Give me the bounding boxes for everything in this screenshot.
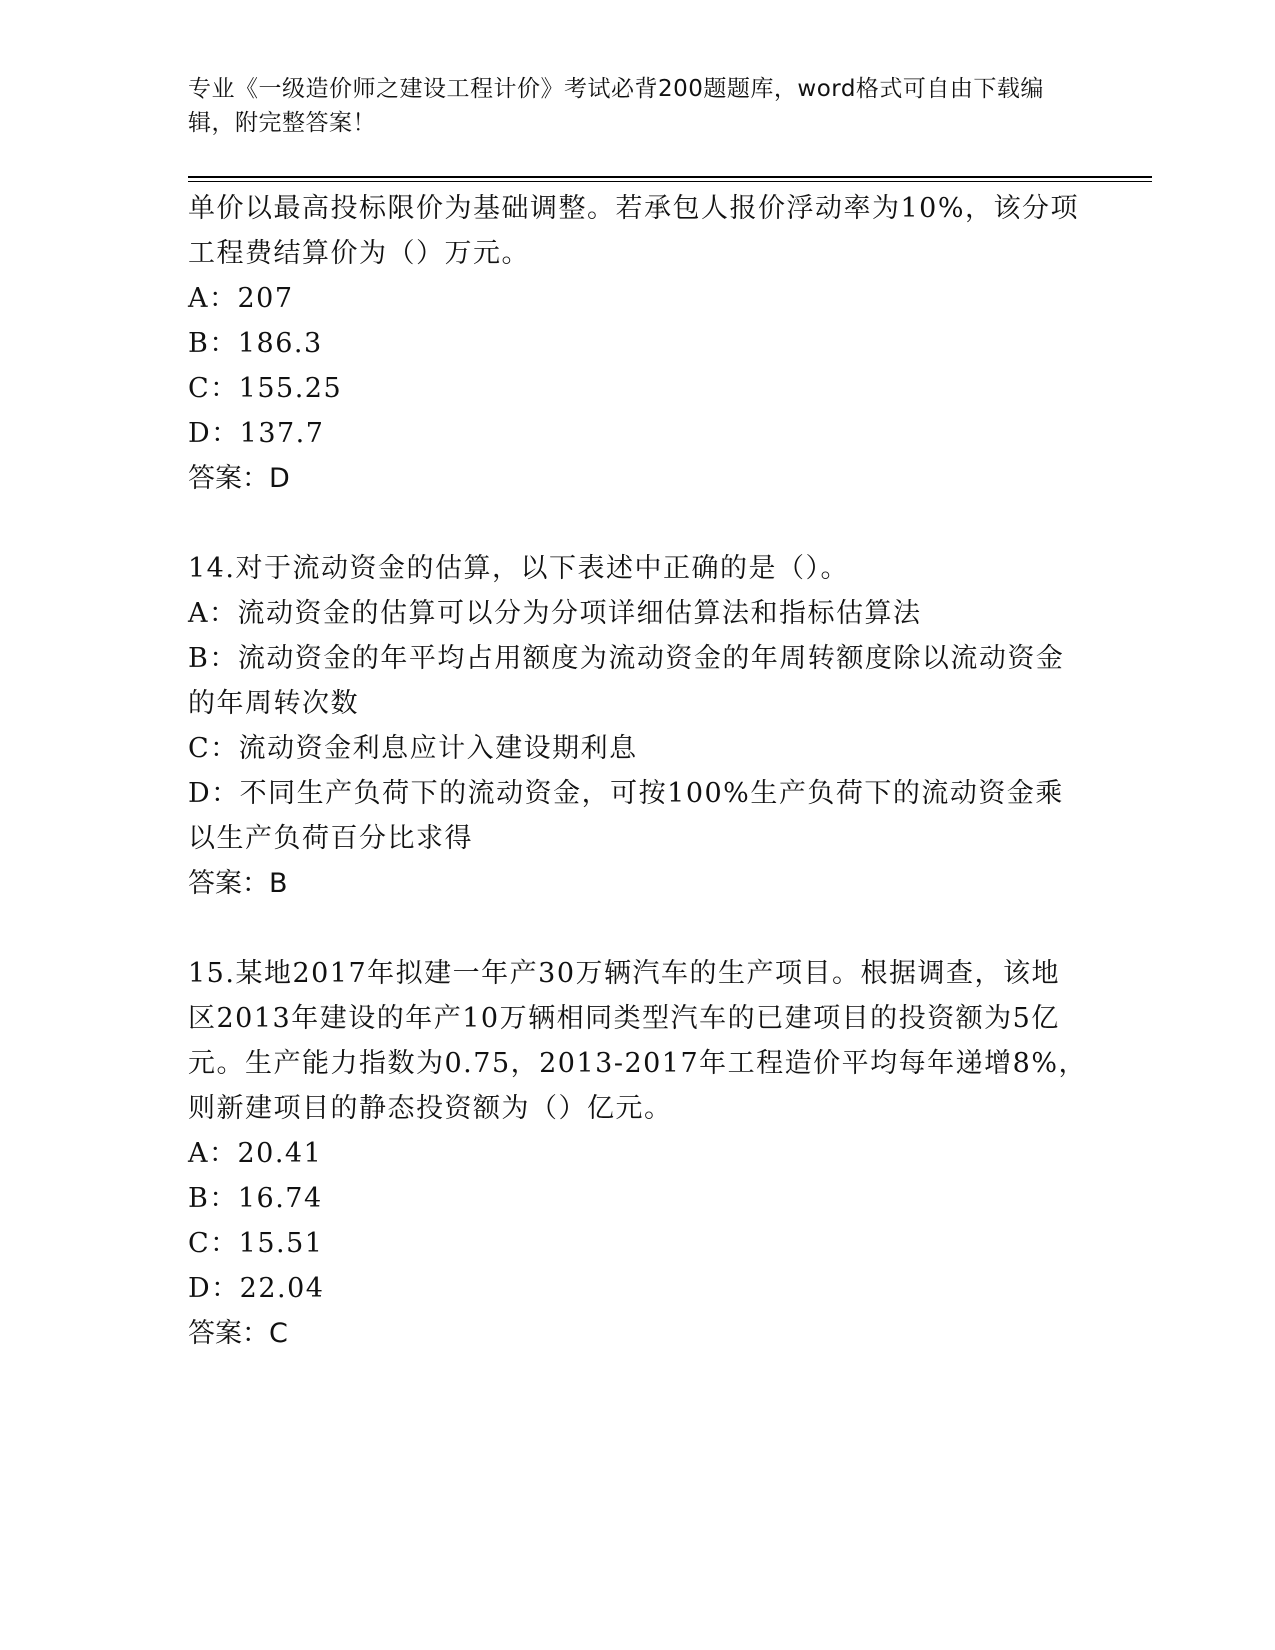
option-d: D：22.04 (188, 1273, 325, 1304)
spacer (188, 501, 1088, 546)
header-rule-thin (188, 181, 1152, 182)
answer: 答案：C (188, 1318, 288, 1349)
question-stem: 单价以最高投标限价为基础调整。若承包人报价浮动率为10%，该分项工程费结算价为（）万元。 (188, 193, 1080, 269)
option-c: C：155.25 (188, 373, 343, 404)
option-b: B：流动资金的年平均占用额度为流动资金的年周转额度除以流动资金的年周转次数 (188, 643, 1065, 719)
option-b: B：186.3 (188, 328, 323, 359)
question-13 (188, 186, 1088, 501)
question-stem: 15.某地2017年拟建一年产30万辆汽车的生产项目。根据调查，该地区2013年建设的年产10万辆相同类型汽车的已建项目的投资额为5亿元。生产能力指数为0.75，2013-2017年工程造价平均每年递增8%，则新建项目的静态投资额为（）亿元。 (188, 958, 1087, 1124)
option-a: A：207 (188, 283, 294, 314)
option-a: A：20.41 (188, 1138, 323, 1169)
option-b: B：16.74 (188, 1183, 323, 1214)
page-header: 专业《一级造价师之建设工程计价》考试必背200题题库，word格式可自由下载编辑，附完整答案！ (188, 76, 1044, 136)
answer: 答案：B (188, 868, 288, 899)
option-a: A：流动资金的估算可以分为分项详细估算法和指标估算法 (188, 598, 922, 629)
spacer (188, 906, 1088, 951)
option-d: D：不同生产负荷下的流动资金，可按100%生产负荷下的流动资金乘以生产负荷百分比求得 (188, 778, 1064, 854)
answer: 答案：D (188, 463, 290, 494)
header-rule-thick (188, 176, 1152, 178)
question-14 (188, 546, 1088, 906)
question-list (188, 186, 1088, 1356)
option-c: C：15.51 (188, 1228, 324, 1259)
option-c: C：流动资金利息应计入建设期利息 (188, 733, 638, 764)
question-15 (188, 951, 1088, 1356)
question-stem: 14.对于流动资金的估算，以下表述中正确的是（）。 (188, 553, 849, 584)
option-d: D：137.7 (188, 418, 325, 449)
